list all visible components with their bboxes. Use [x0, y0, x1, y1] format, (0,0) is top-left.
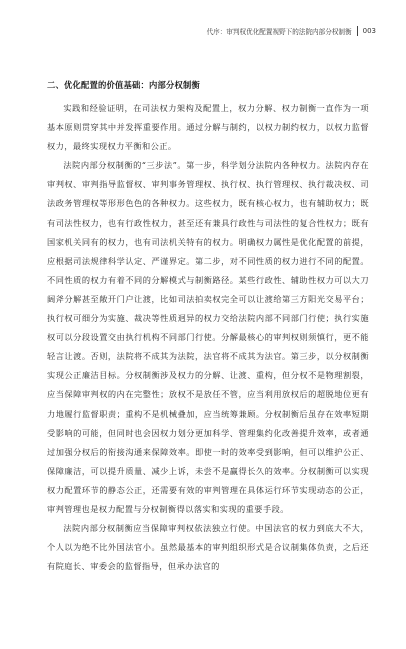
header-divider — [357, 26, 358, 36]
running-header — [207, 26, 376, 36]
page-number: 003 — [362, 27, 376, 35]
section-heading: 二、优化配置的价值基础：内部分权制衡 — [47, 80, 200, 90]
paragraph: 实践和经验证明，在司法权力架构及配置上，权力分解、权力制衡一直作为一项基本原则贯穿其中并发挥重要作用。通过分解与制约，以权力制约权力，以权力监督权力，最终实现权力平衡和公正。 — [47, 103, 369, 152]
page-body — [47, 75, 369, 576]
running-title: 代序：审判权优化配置视野下的法院内部分权制衡 — [206, 28, 352, 36]
paragraph: 法院内部分权制衡应当保障审判权依法独立行使。中国法官的权力到底大不大，个人以为绝不比外国法官小。虽然最基本的审判组织形式是合议制集体负责，之后还有院庭长、审委会的监督指导，但承办法官的 — [47, 523, 369, 572]
paragraph: 法院内部分权制衡的“三步法”。第一步，科学划分法院内各种权力。法院内存在审判权、审判指导监督权、审判事务管理权、执行权、执行管理权、执行裁决权、司法政务管理权等形形色色的各种权力。这些权力，既有核心权力，也有辅助权力；既有司法性权力，也有行政性权力，甚至还有兼具行政性与司法性的复合性权力；既有国家机关同有的权力，也有司法机关特有的权力。明确权力属性是优化配置的前提，应根据司法规律科学认定、严谨界定。第二步，对不同性质的权力进行不同的配置。不同性质的权力有着不同的分解模式与制衡路径。某些行政性、辅助性权力可以大刀阔斧分解甚至敞开门户让渡，比如司法拍卖权完全可以让渡给第三方阳光交易平台；执行权可细分为实施、裁决等性质迥异的权力交给法院内部不同部门行使；执行实施权可以分段设置交由执行机构不同部门行使。分解最核心的审判权则须慎行，更不能轻言让渡。否则，法院将不成其为法院，法官将不成其为法官。第三步，以分权制衡实现公正廉洁目标。分权制衡涉及权力的分解、让渡、重构，但分权不是物理割裂，应当保障审判权的内在完整性；放权不是放任不管，应当利用放权后的超脱地位更有力地履行监督职责；重构不是机械叠加，应当统筹兼顾。分权制衡后虽存在效率短期受影响的可能，但同时也会因权力划分更加科学、管理集约化改善提升效率，或者通过加强分权后的衔接沟通来保障效率。即使一时的效率受到影响，但可以维护公正、保障廉洁，可以提升质量、减少上诉，未尝不是赢得长久的效率。分权制衡可以实现权力配置环节的静态公正，还需要有效的审判管理在具体运行环节实现动态的公正，审判管理也是权力配置与分权制衡得以落实和实现的重要手段。 — [47, 160, 369, 514]
